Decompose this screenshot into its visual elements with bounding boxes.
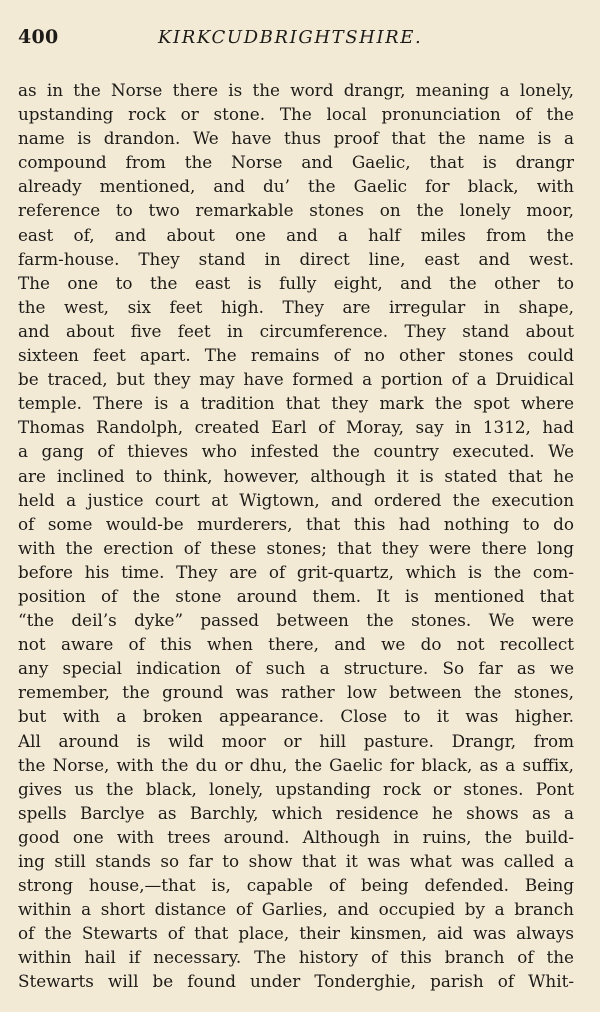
text-line: good one with trees around. Although in ruins, the build- [18,826,574,847]
text-line: within hail if necessary. The history of this branch of the [18,947,574,968]
text-line: east of, and about one and a half miles from the [18,224,574,245]
text-line: and about five feet in circumference. They stand about [18,320,574,341]
text-line: Thomas Randolph, created Earl of Moray, say in 1312, had [18,417,574,438]
text-line: a gang of thieves who infested the country executed. We [18,441,574,462]
text-line: sixteen feet apart. The remains of no other stones could [18,345,574,366]
text-line: within a short distance of Garlies, and occupied by a branch [18,899,574,920]
text-line: “the deil’s dyke” passed between the stones. We were [18,610,574,631]
page-number: 400 [18,26,59,48]
text-line: of some would-be murderers, that this had nothing to do [18,513,574,534]
body-text [18,78,574,994]
running-title: KIRKCUDBRIGHTSHIRE. [158,27,423,48]
text-line: of the Stewarts of that place, their kinsmen, aid was always [18,923,574,944]
text-line: the Norse, with the du or dhu, the Gaelic for black, as a suffix, [18,754,574,775]
text-line: Stewarts will be found under Tonderghie, parish of Whit- [18,971,574,992]
text-line: are inclined to think, however, although it is stated that he [18,465,574,486]
text-line: but with a broken appearance. Close to it was higher. [18,706,574,727]
text-line: gives us the black, lonely, upstanding rock or stones. Pont [18,778,574,799]
text-line: name is drandon. We have thus proof that the name is a [18,128,574,149]
text-line: be traced, but they may have formed a portion of a Druidical [18,369,574,390]
text-line: strong house,—that is, capable of being defended. Being [18,875,574,896]
text-line: reference to two remarkable stones on the lonely moor, [18,200,574,221]
text-line: All around is wild moor or hill pasture. Drangr, from [18,730,574,751]
text-line: upstanding rock or stone. The local pronunciation of the [18,104,574,125]
text-line: the west, six feet high. They are irregular in shape, [18,296,574,317]
text-line: temple. There is a tradition that they mark the spot where [18,393,574,414]
text-line: any special indication of such a structure. So far as we [18,658,574,679]
text-line: held a justice court at Wigtown, and ordered the execution [18,489,574,510]
text-line: as in the Norse there is the word drangr, meaning a lonely, [18,80,574,100]
text-line: compound from the Norse and Gaelic, that is drangr [18,152,574,173]
text-line: remember, the ground was rather low between the stones, [18,682,574,703]
text-line: The one to the east is fully eight, and the other to [18,272,574,293]
text-line: before his time. They are of grit-quartz, which is the com- [18,561,574,582]
text-line: with the erection of these stones; that they were there long [18,537,574,558]
text-line: not aware of this when there, and we do not recollect [18,634,574,655]
text-line: spells Barclye as Barchly, which residence he shows as a [18,802,574,823]
text-line: ing still stands so far to show that it was what was called a [18,851,574,871]
text-line: already mentioned, and du’ the Gaelic for black, with [18,176,574,197]
text-line: position of the stone around them. It is mentioned that [18,585,574,606]
text-line: farm-house. They stand in direct line, east and west. [18,248,574,269]
page-header [18,26,574,54]
